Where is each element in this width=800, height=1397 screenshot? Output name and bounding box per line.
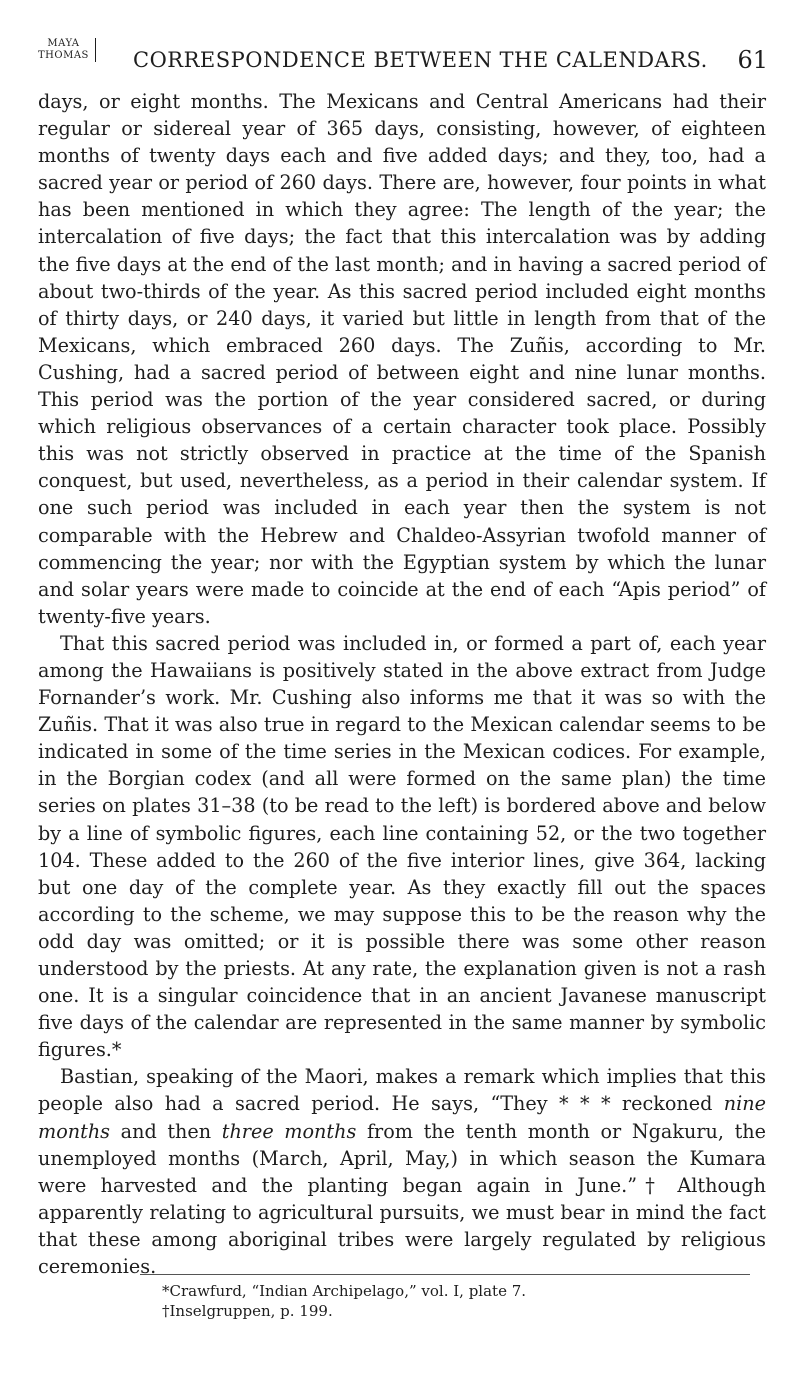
marginal-line-2: THOMAS: [38, 50, 89, 61]
page-number: 61: [737, 46, 768, 74]
paragraph-3-text-b: and then: [110, 1119, 222, 1143]
paragraph-2: That this sacred period was included in, or formed a part of, each year among the Hawaiians is positively stated in the above extract from Judge Fornander’s work. Mr. Cushing also informs me that it was so with the Zuñis. That it was also true in regard to the Mexican calendar seems to be indicated in some of the time series in the Mexican codices. For example, in the Borgian codex (and all were formed on the same plan) the time series on plates 31–38 (to be read to the left) is bordered above and below by a line of symbolic figures, each line containing 52, or the two together 104. These added to the 260 of the five interior lines, give 364, lacking but one day of the complete year. As they exactly fill out the spaces according to the scheme, we may suppose this to be the reason why the odd day was omitted; or it is possible there was some other reason understood by the priests. At any rate, the explanation given is not a rash one. It is a singular coincidence that in an ancient Javanese manuscript five days of the calendar are represented in the same manner by symbolic figures.*: [38, 631, 766, 1062]
paragraph-3-text-a: Bastian, speaking of the Maori, makes a remark which implies that this people also had a sacred period. He says, “They * * * reckoned: [38, 1065, 766, 1116]
page-header: [38, 38, 768, 82]
marginal-line-1: MAYA: [47, 38, 80, 49]
footnote-divider: [140, 1274, 750, 1275]
body-text: [38, 88, 766, 1280]
footnote-2: †Inselgruppen, p. 199.: [162, 1302, 333, 1320]
footnotes: [162, 1281, 762, 1321]
running-title: CORRESPONDENCE BETWEEN THE CALENDARS.: [133, 48, 708, 72]
paragraph-1: days, or eight months. The Mexicans and Central Americans had their regular or sidereal year of 365 days, consisting, however, of eighteen months of twenty days each and five added days; and they, too, had a sacred year or period of 260 days. There are, however, four points in what has been mentioned in which they agree: The length of the year; the intercalation of five days; the fact that this intercalation was by adding the five days at the end of the last month; and in having a sacred period of about two-thirds of the year. As this sacred period included eight months of thirty days, or 240 days, it varied but little in length from that of the Mexicans, which embraced 260 days. The Zuñis, according to Mr. Cushing, had a sacred period of between eight and nine lunar months. This period was the portion of the year considered sacred, or during which religious observances of a certain character took place. Possibly this was not strictly observed in practice at the time of the Spanish conquest, but used, nevertheless, as a period in their calendar system. If one such period was included in each year then the system is not comparable with the Hebrew and Chaldeo-Assyrian twofold manner of commencing the year; nor with the Egyptian system by which the lunar and solar years were made to coincide at the end of each “Apis period” of twenty-five years.: [38, 90, 766, 628]
emphasis-three-months: three months: [221, 1119, 357, 1143]
footnote-1: *Crawfurd, “Indian Archipelago,” vol. I, plate 7.: [162, 1282, 527, 1300]
marginal-heading: [38, 38, 96, 62]
emphasis-nine-months: nine months: [38, 1092, 766, 1143]
paragraph-3: [38, 1063, 766, 1280]
paragraph-3-text-c: from the tenth month or Ngakuru, the unemployed months (March, April, May,) in which season the Kumara were harvested and the planting began again in June.”† Although apparently relating to agricultural pursuits, we must bear in mind the fact that these among aboriginal tribes were largely regulated by religious ceremonies.: [38, 1119, 766, 1279]
